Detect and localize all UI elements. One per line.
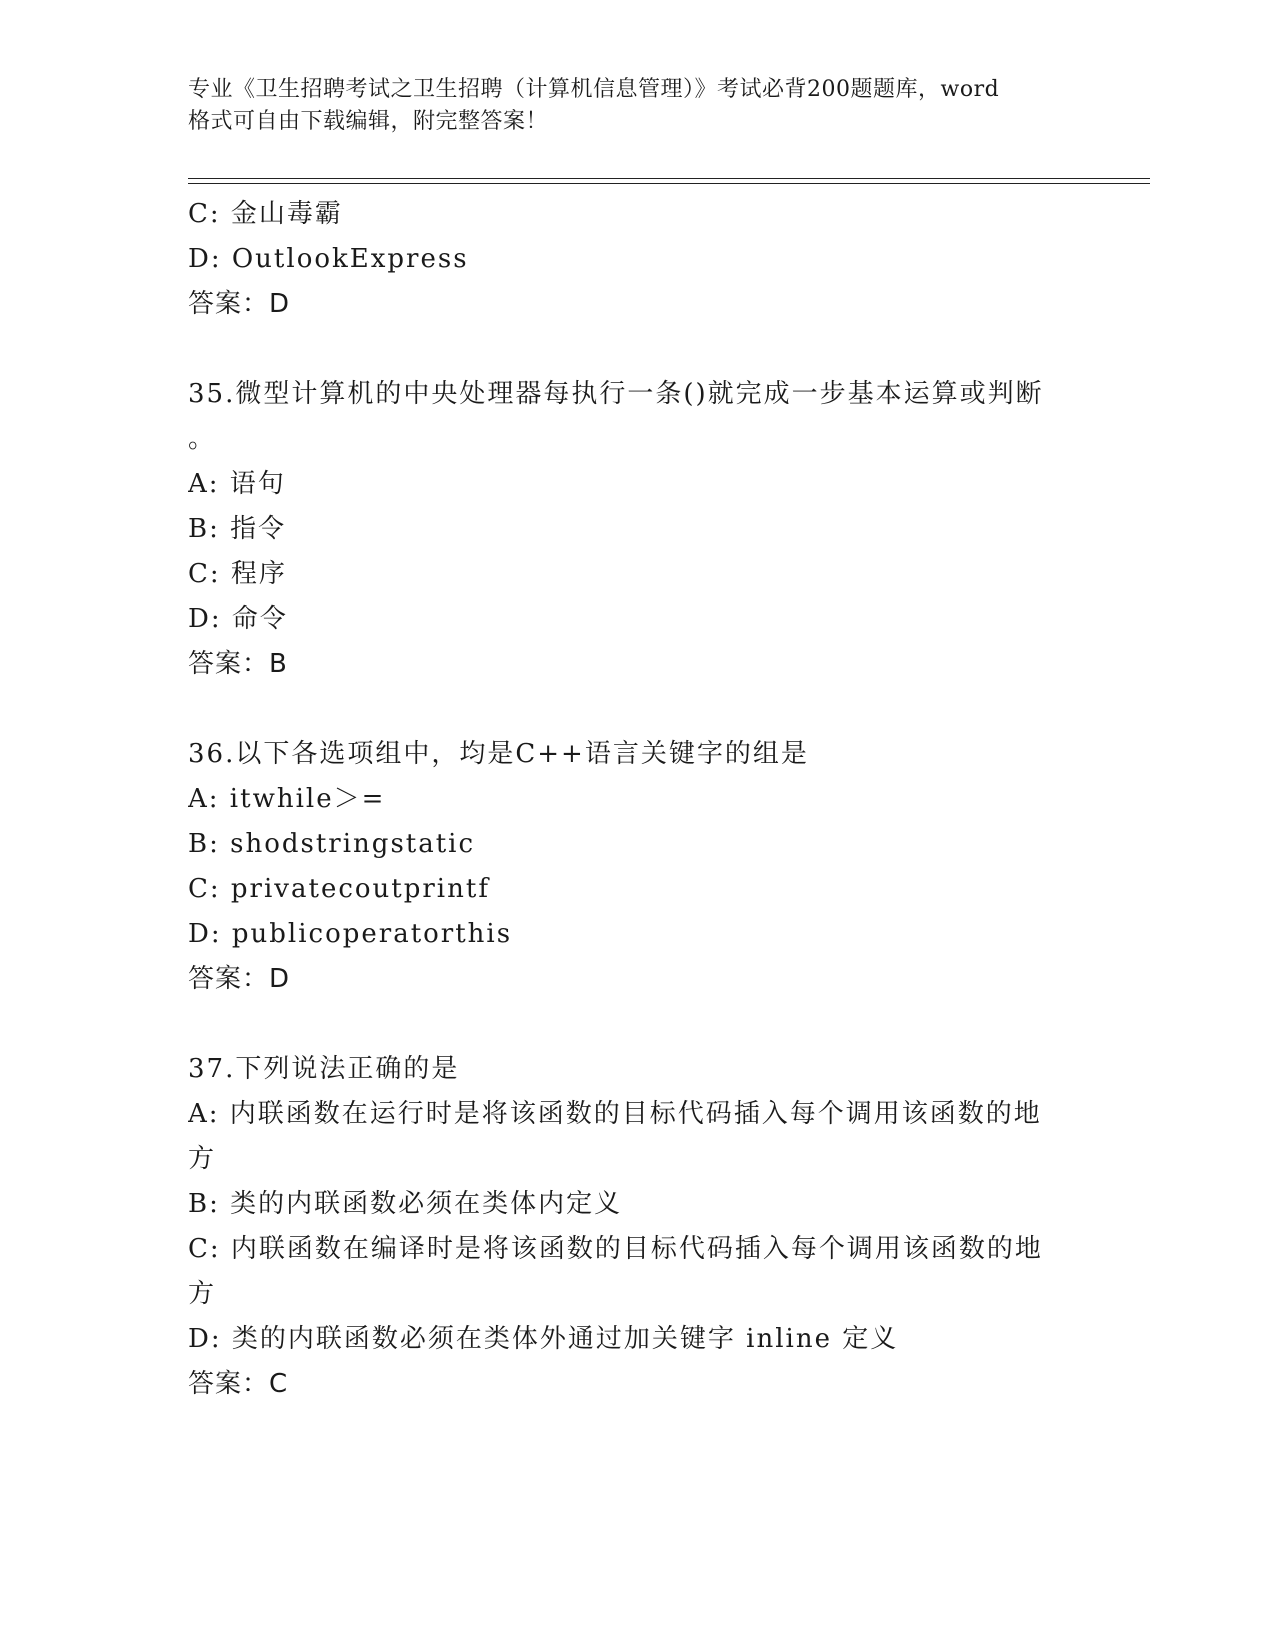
question-stem: 35.微型计算机的中央处理器每执行一条()就完成一步基本运算或判断 <box>188 379 1044 409</box>
option-a: A: itwhile＞= <box>188 784 386 814</box>
option-b: B: 指令 <box>188 514 287 544</box>
question-35 <box>188 372 1088 687</box>
header-line-1: 专业《卫生招聘考试之卫生招聘（计算机信息管理）》考试必背200题题库，word <box>188 77 1000 102</box>
option-d: D: publicoperatorthis <box>188 919 513 949</box>
header-line-2: 格式可自由下载编辑，附完整答案！ <box>188 109 549 134</box>
question-stem: 36.以下各选项组中，均是C++语言关键字的组是 <box>188 739 809 769</box>
question-37 <box>188 1047 1088 1407</box>
option-a: A: 语句 <box>188 469 286 499</box>
option-b: B: shodstringstatic <box>188 829 476 859</box>
question-36 <box>188 732 1088 1002</box>
answer-line: 答案：C <box>188 1369 289 1399</box>
option-d: D: 命令 <box>188 604 288 634</box>
document-body <box>188 192 1088 1407</box>
option-a: A: 内联函数在运行时是将该函数的目标代码插入每个调用该函数的地 <box>188 1099 1042 1129</box>
option-c: C: 程序 <box>188 559 287 589</box>
option-a-continued: 方 <box>188 1144 217 1174</box>
option-c: C: 金山毒霸 <box>188 199 343 229</box>
answer-line: 答案：D <box>188 289 291 319</box>
answer-line: 答案：D <box>188 964 291 994</box>
question-stem-continued: 。 <box>188 424 217 454</box>
spacer <box>188 327 1088 372</box>
question-34-continuation <box>188 192 1088 327</box>
option-d: D: 类的内联函数必须在类体外通过加关键字 inline 定义 <box>188 1324 899 1354</box>
document-header <box>188 74 1088 138</box>
spacer <box>188 1002 1088 1047</box>
answer-line: 答案：B <box>188 649 288 679</box>
option-b: B: 类的内联函数必须在类体内定义 <box>188 1189 623 1219</box>
spacer <box>188 687 1088 732</box>
header-divider-top <box>188 178 1150 179</box>
option-c: C: 内联函数在编译时是将该函数的目标代码插入每个调用该函数的地 <box>188 1234 1043 1264</box>
option-c: C: privatecoutprintf <box>188 874 490 904</box>
option-c-continued: 方 <box>188 1279 217 1309</box>
header-divider-bottom <box>188 183 1150 184</box>
option-d: D: OutlookExpress <box>188 244 469 274</box>
question-stem: 37.下列说法正确的是 <box>188 1054 460 1084</box>
